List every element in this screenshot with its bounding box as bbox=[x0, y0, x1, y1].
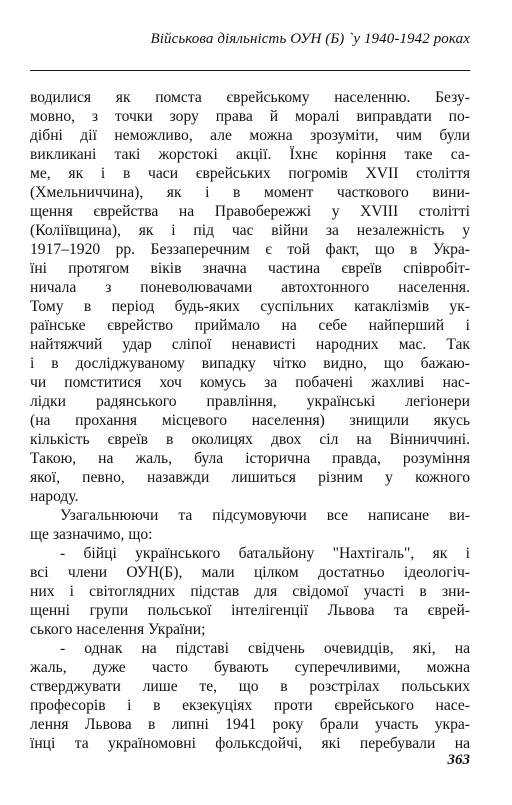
text-line: найтяжчий удар сліпої ненависті народних мас. Так bbox=[30, 336, 470, 353]
text-line: щенні групи польської інтелігенції Львова та єврей- bbox=[30, 602, 470, 619]
text-line: щення єврейства на Правобережжі у XVIII столітті bbox=[30, 203, 470, 220]
text-line: (Коліївщина), як і під час війни за незалежність у bbox=[30, 222, 470, 239]
page-number: 363 bbox=[447, 752, 470, 768]
text-line: ще зазначимо, що: bbox=[30, 526, 153, 543]
text-line: лення Львова в липні 1941 року брали участь укра- bbox=[30, 716, 470, 733]
text-line: Такою, на жаль, була історична правда, розуміння bbox=[30, 450, 470, 467]
text-line: народу. bbox=[30, 488, 79, 505]
text-line: жаль, дуже часто бувають суперечливими, можна bbox=[30, 659, 470, 676]
text-line: чи помститися хоч комусь за побачені жахливі нас- bbox=[30, 374, 470, 391]
text-line: їнці та україномовні фольксдойчі, які перебували на bbox=[30, 735, 470, 752]
text-line: викликані такі жорстокі акції. Їхнє коріння таке са- bbox=[30, 146, 470, 163]
text-line: якої, певно, назавжди лишиться різним у кожного bbox=[30, 469, 470, 486]
text-line: ме, як і в часи єврейських погромів XVII століття bbox=[30, 165, 470, 182]
header-rule bbox=[30, 70, 470, 71]
text-line: раїнське єврейство приймало на себе найперший і bbox=[30, 317, 470, 334]
text-line: стверджувати лише те, що в розстрілах польських bbox=[30, 678, 470, 695]
text-line: їні протягом віків значна частина євреїв співробіт- bbox=[30, 260, 470, 277]
text-line: (на прохання місцевого населення) знищили якусь bbox=[30, 412, 470, 429]
text-line: 1917–1920 рр. Беззаперечним є той факт, що в Укра- bbox=[30, 241, 470, 258]
text-line: ського населення України; bbox=[30, 621, 206, 638]
text-line: мовно, з точки зору права й моралі виправдати по- bbox=[30, 108, 470, 125]
text-line: лідки радянського правління, українські легіонери bbox=[30, 393, 470, 410]
text-line: всі члени ОУН(Б), мали цілком достатньо ідеологіч- bbox=[30, 564, 470, 581]
text-line: - бійці українського батальйону "Нахтігаль", як і bbox=[60, 545, 470, 562]
text-line: них і світоглядних підстав для свідомої участі в зни- bbox=[30, 583, 470, 600]
text-line: водилися як помста єврейському населенню. Безу- bbox=[30, 89, 470, 106]
running-title: Військова діяльність ОУН (Б) `у 1940-1942 роках bbox=[150, 31, 470, 47]
text-line: дібні дії неможливо, але можна зрозуміти, чим були bbox=[30, 127, 470, 144]
text-line: Тому в період будь-яких суспільних катаклізмів ук- bbox=[30, 298, 470, 315]
body-text bbox=[30, 88, 470, 753]
text-line: (Хмельниччина), як і в момент часткового вини- bbox=[30, 184, 470, 201]
text-line: і в досліджуваному випадку чітко видно, що бажаю- bbox=[30, 355, 470, 372]
text-line: ничала з поневолювачами автохтонного населення. bbox=[30, 279, 470, 296]
text-line: Узагальнюючи та підсумовуючи все написане ви- bbox=[60, 507, 470, 524]
text-line: професорів і в екзекуціях проти єврейського насе- bbox=[30, 697, 470, 714]
text-line: кількість євреїв в околицях двох сіл на Вінниччині. bbox=[30, 431, 470, 448]
text-line: - однак на підставі свідчень очевидців, які, на bbox=[60, 640, 470, 657]
